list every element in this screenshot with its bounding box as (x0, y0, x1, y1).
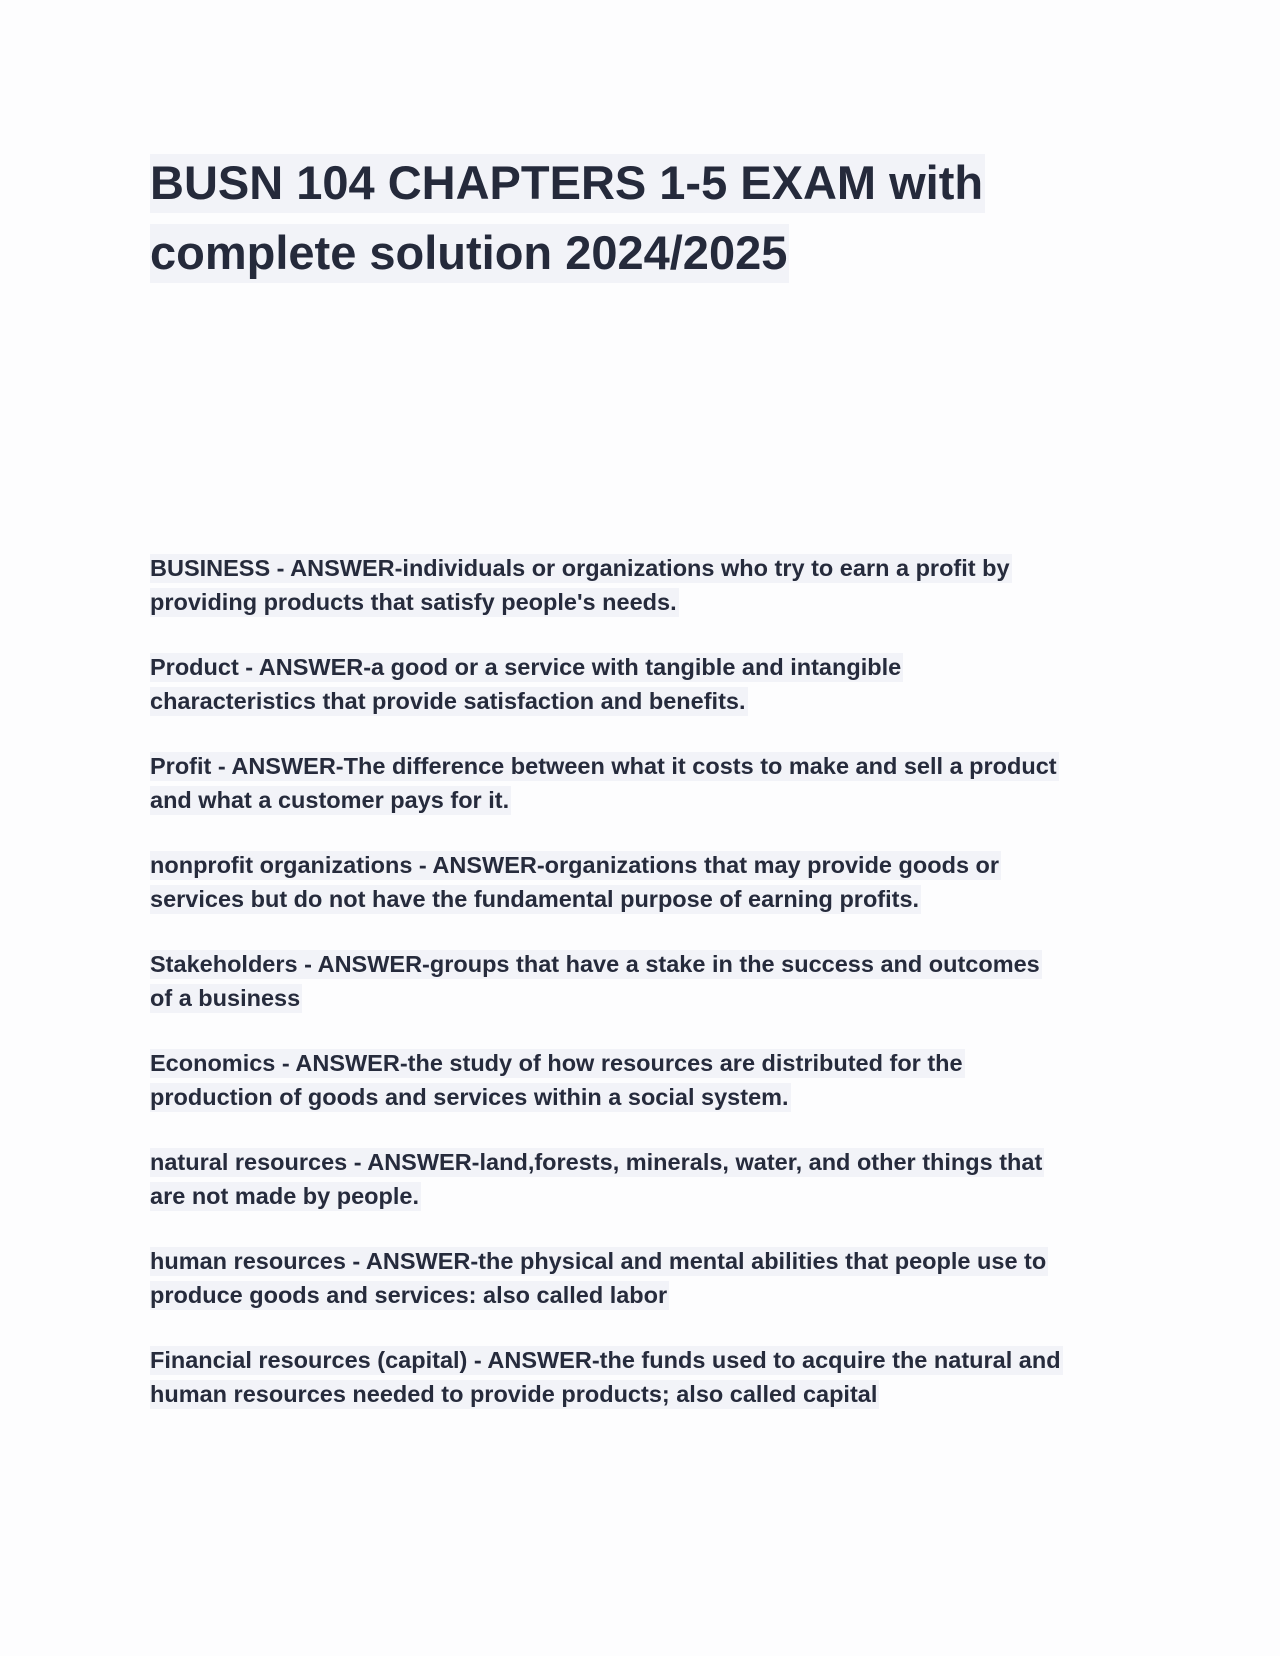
definition-profit (150, 750, 1140, 817)
definition-economics (150, 1047, 1140, 1114)
definition-line: Stakeholders - ANSWER-groups that have a stake in the success and outcomes (150, 951, 1040, 977)
title-line-2: complete solution 2024/2025 (150, 224, 789, 283)
definition-line: production of goods and services within a social system. (150, 1083, 789, 1110)
definition-line: Economics - ANSWER-the study of how resources are distributed for the (150, 1050, 963, 1076)
definition-line: nonprofit organizations - ANSWER-organizations that may provide goods or (150, 852, 1000, 878)
definition-line: Profit - ANSWER-The difference between what it costs to make and sell a product (150, 753, 1057, 779)
definition-line: human resources needed to provide products; also called capital (150, 1380, 878, 1407)
definition-business (150, 552, 1140, 619)
definition-line: providing products that satisfy people's needs. (150, 588, 677, 615)
definition-line: produce goods and services: also called labor (150, 1281, 668, 1308)
definition-line: natural resources - ANSWER-land,forests, minerals, water, and other things that (150, 1149, 1043, 1175)
definition-financial-resources (150, 1344, 1140, 1411)
definition-line: of a business (150, 984, 301, 1011)
definition-stakeholders (150, 948, 1140, 1015)
definition-line: Financial resources (capital) - ANSWER-the funds used to acquire the natural and (150, 1347, 1061, 1373)
definition-line: are not made by people. (150, 1182, 420, 1209)
definition-line: and what a customer pays for it. (150, 786, 510, 813)
definition-nonprofit-organizations (150, 849, 1140, 916)
document-title (150, 148, 1130, 288)
definition-line: human resources - ANSWER-the physical and mental abilities that people use to (150, 1248, 1047, 1274)
title-line-1: BUSN 104 CHAPTERS 1-5 EXAM with (150, 154, 985, 213)
definition-human-resources (150, 1245, 1140, 1312)
definition-line: Product - ANSWER-a good or a service with tangible and intangible (150, 654, 902, 680)
definition-list (150, 552, 1140, 1443)
definition-natural-resources (150, 1146, 1140, 1213)
definition-line: characteristics that provide satisfaction and benefits. (150, 687, 746, 714)
definition-line: BUSINESS - ANSWER-individuals or organizations who try to earn a profit by (150, 555, 1010, 581)
definition-line: services but do not have the fundamental purpose of earning profits. (150, 885, 920, 912)
definition-product (150, 651, 1140, 718)
